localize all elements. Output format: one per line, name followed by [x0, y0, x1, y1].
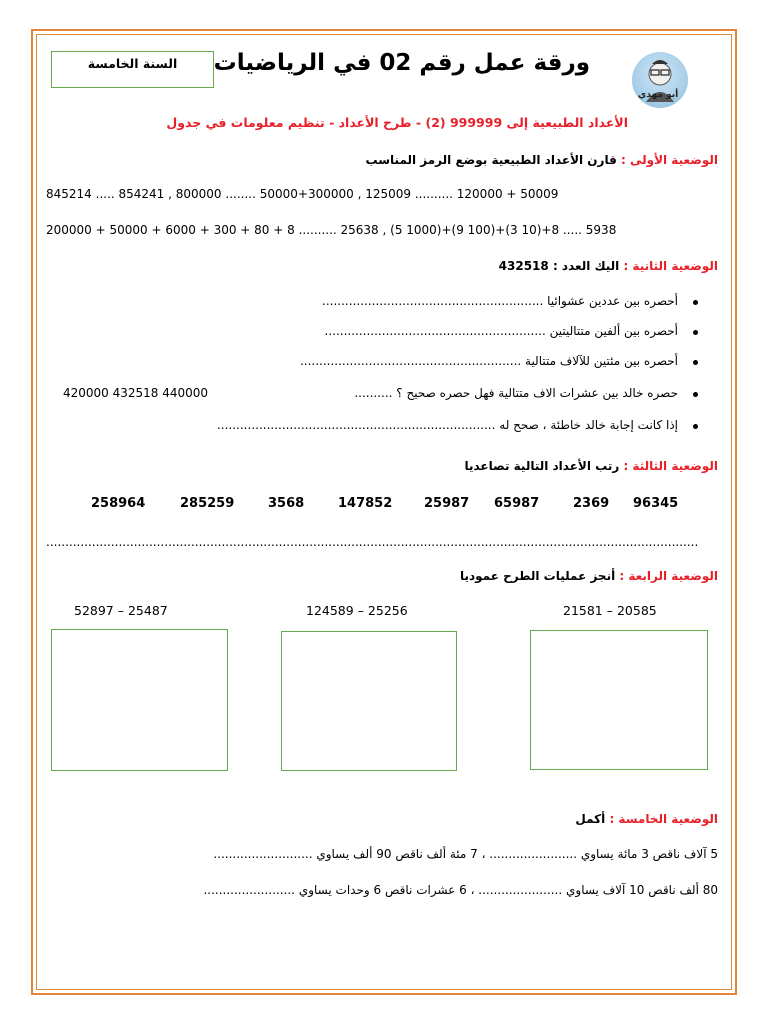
- author-logo: [632, 52, 688, 108]
- section2-item1: أحصره بين عددين عشوائيا ..........................................................: [322, 294, 678, 308]
- sort-number: 25987: [424, 496, 470, 511]
- subtraction-op-1: 21581 – 20585: [563, 603, 657, 618]
- section2-label: الوضعية الثانية :: [623, 259, 718, 273]
- section5-instruction: أكمل: [575, 812, 606, 826]
- subtraction-op-3: 52897 – 25487: [74, 603, 168, 618]
- sort-number: 96345: [633, 496, 679, 511]
- answer-box-3[interactable]: [51, 629, 228, 771]
- section2-item4: حصره خالد بين عشرات الاف متتالية فهل حصره صحيح ؟ ..........: [354, 386, 678, 400]
- section2-item2: أحصره بين ألفين متتاليتين ..........................................................: [324, 324, 678, 338]
- section1-row2: 200000 + 50000 + 6000 + 300 + 80 + 8 .......... 25638 , (5 1000)+(9 100)+(3 10)+8 ..... 5938: [46, 223, 617, 237]
- answer-box-2[interactable]: [281, 631, 457, 771]
- section2-heading: [499, 259, 718, 273]
- section1-row1: 845214 ..... 854241 , 800000 ........ 50000+300000 , 125009 .......... 120000 + 50009: [46, 187, 559, 201]
- grade-label: السنة الخامسة: [87, 56, 178, 71]
- answer-box-1[interactable]: [530, 630, 708, 770]
- bullet-icon: [693, 360, 698, 365]
- section2-number: 432518: [498, 259, 549, 273]
- sort-number: 285259: [180, 496, 235, 511]
- section2-item5: إذا كانت إجابة خالد خاطئة ، صحح له .........................................................................: [216, 418, 678, 432]
- section2-item3: أحصره بين مئتين للآلاف متتالية ..........................................................: [299, 354, 678, 368]
- sort-number: 147852: [338, 496, 393, 511]
- section5-label: الوضعية الخامسة :: [609, 812, 718, 826]
- bullet-icon: [693, 300, 698, 305]
- sort-number: 65987: [494, 496, 540, 511]
- section3-instruction: رتب الأعداد التالية تصاعديا: [464, 459, 620, 473]
- logo-text: أبو مهدي: [638, 90, 679, 100]
- section5-row2: 80 ألف ناقص 10 آلاف يساوي ...................... ، 6 عشرات ناقص 6 وحدات يساوي ........................: [203, 883, 718, 897]
- bullet-icon: [693, 424, 698, 429]
- section3-label: الوضعية الثالثة :: [623, 459, 718, 473]
- sort-number: 3568: [268, 496, 305, 511]
- worksheet-title: ورقة عمل رقم 02 في الرياضيات: [213, 50, 590, 76]
- section2-instruction: اليك العدد :: [552, 259, 620, 273]
- section5-heading: [575, 812, 718, 826]
- section2-khaled-values: 420000 432518 440000: [63, 386, 209, 400]
- subtraction-op-2: 124589 – 25256: [306, 603, 408, 618]
- section1-instruction: قارن الأعداد الطبيعية بوضع الرمز المناسب: [365, 153, 617, 167]
- bullet-icon: [693, 392, 698, 397]
- sort-number: 2369: [573, 496, 610, 511]
- section1-heading: [366, 153, 718, 167]
- worksheet-subtitle: الأعداد الطبيعية إلى 999999 (2) - طرح الأعداد - تنظيم معلومات في جدول: [166, 115, 628, 130]
- section4-label: الوضعية الرابعة :: [619, 569, 718, 583]
- section3-heading: [464, 459, 718, 473]
- section5-row1: 5 آلاف ناقص 3 مائة يساوي ....................... ، 7 مئة ألف ناقص 90 ألف يساوي ..........................: [213, 847, 718, 861]
- section1-label: الوضعية الأولى :: [621, 153, 718, 167]
- grade-label-box: [51, 51, 214, 88]
- section4-instruction: أنجز عمليات الطرح عموديا: [459, 569, 616, 583]
- section3-answer-line: ...........................................................................................................................................................................: [46, 535, 699, 549]
- bullet-icon: [693, 330, 698, 335]
- sort-number: 258964: [91, 496, 146, 511]
- section4-heading: [460, 569, 718, 583]
